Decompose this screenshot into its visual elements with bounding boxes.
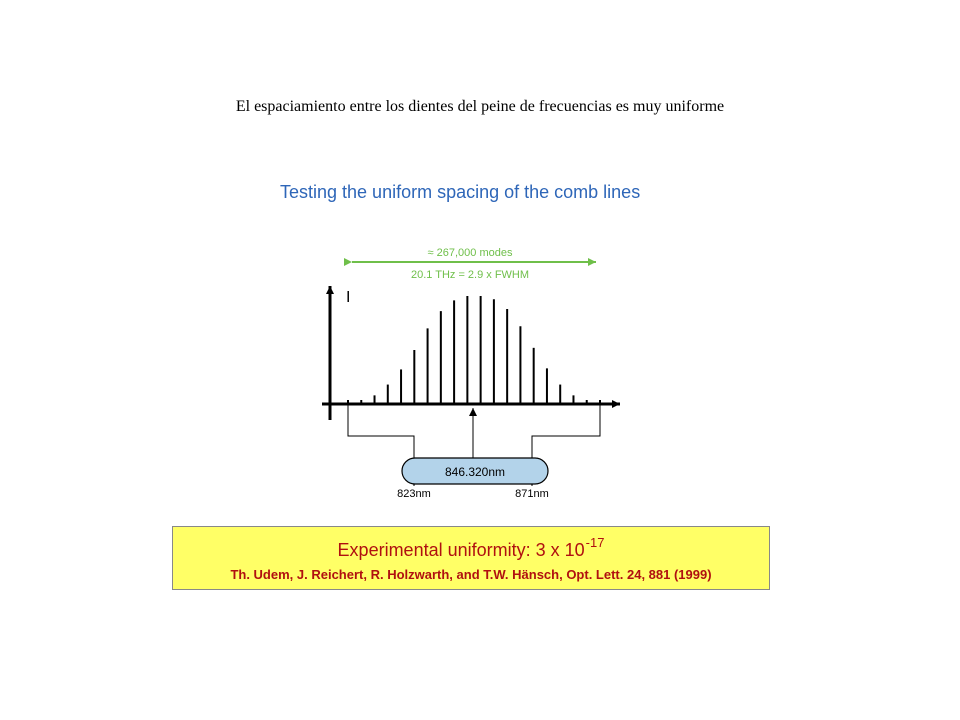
slide-title: El espaciamiento entre los dientes del peine de frecuencias es muy uniforme xyxy=(235,98,725,115)
bandwidth-frequency-label: 20.1 THz = 2.9 x FWHM xyxy=(410,269,530,281)
uniformity-exponent: -17 xyxy=(585,535,605,550)
y-axis-label: I xyxy=(346,289,351,306)
comb-lines xyxy=(348,296,600,404)
uniformity-headline xyxy=(173,535,769,561)
result-box xyxy=(172,526,770,590)
reference-wavelength: 846.320nm xyxy=(444,465,506,479)
figure-title: Testing the uniform spacing of the comb lines xyxy=(280,182,641,202)
right-wavelength: 871nm xyxy=(515,488,549,500)
bandwidth-modes-label: ≈ 267,000 modes xyxy=(427,247,513,259)
left-wavelength: 823nm xyxy=(397,488,431,500)
citation: Th. Udem, J. Reichert, R. Holzwarth, and T.W. Hänsch, Opt. Lett. 24, 881 (1999) xyxy=(230,567,712,582)
uniformity-prefix: Experimental uniformity: 3 x 10 xyxy=(337,540,585,560)
